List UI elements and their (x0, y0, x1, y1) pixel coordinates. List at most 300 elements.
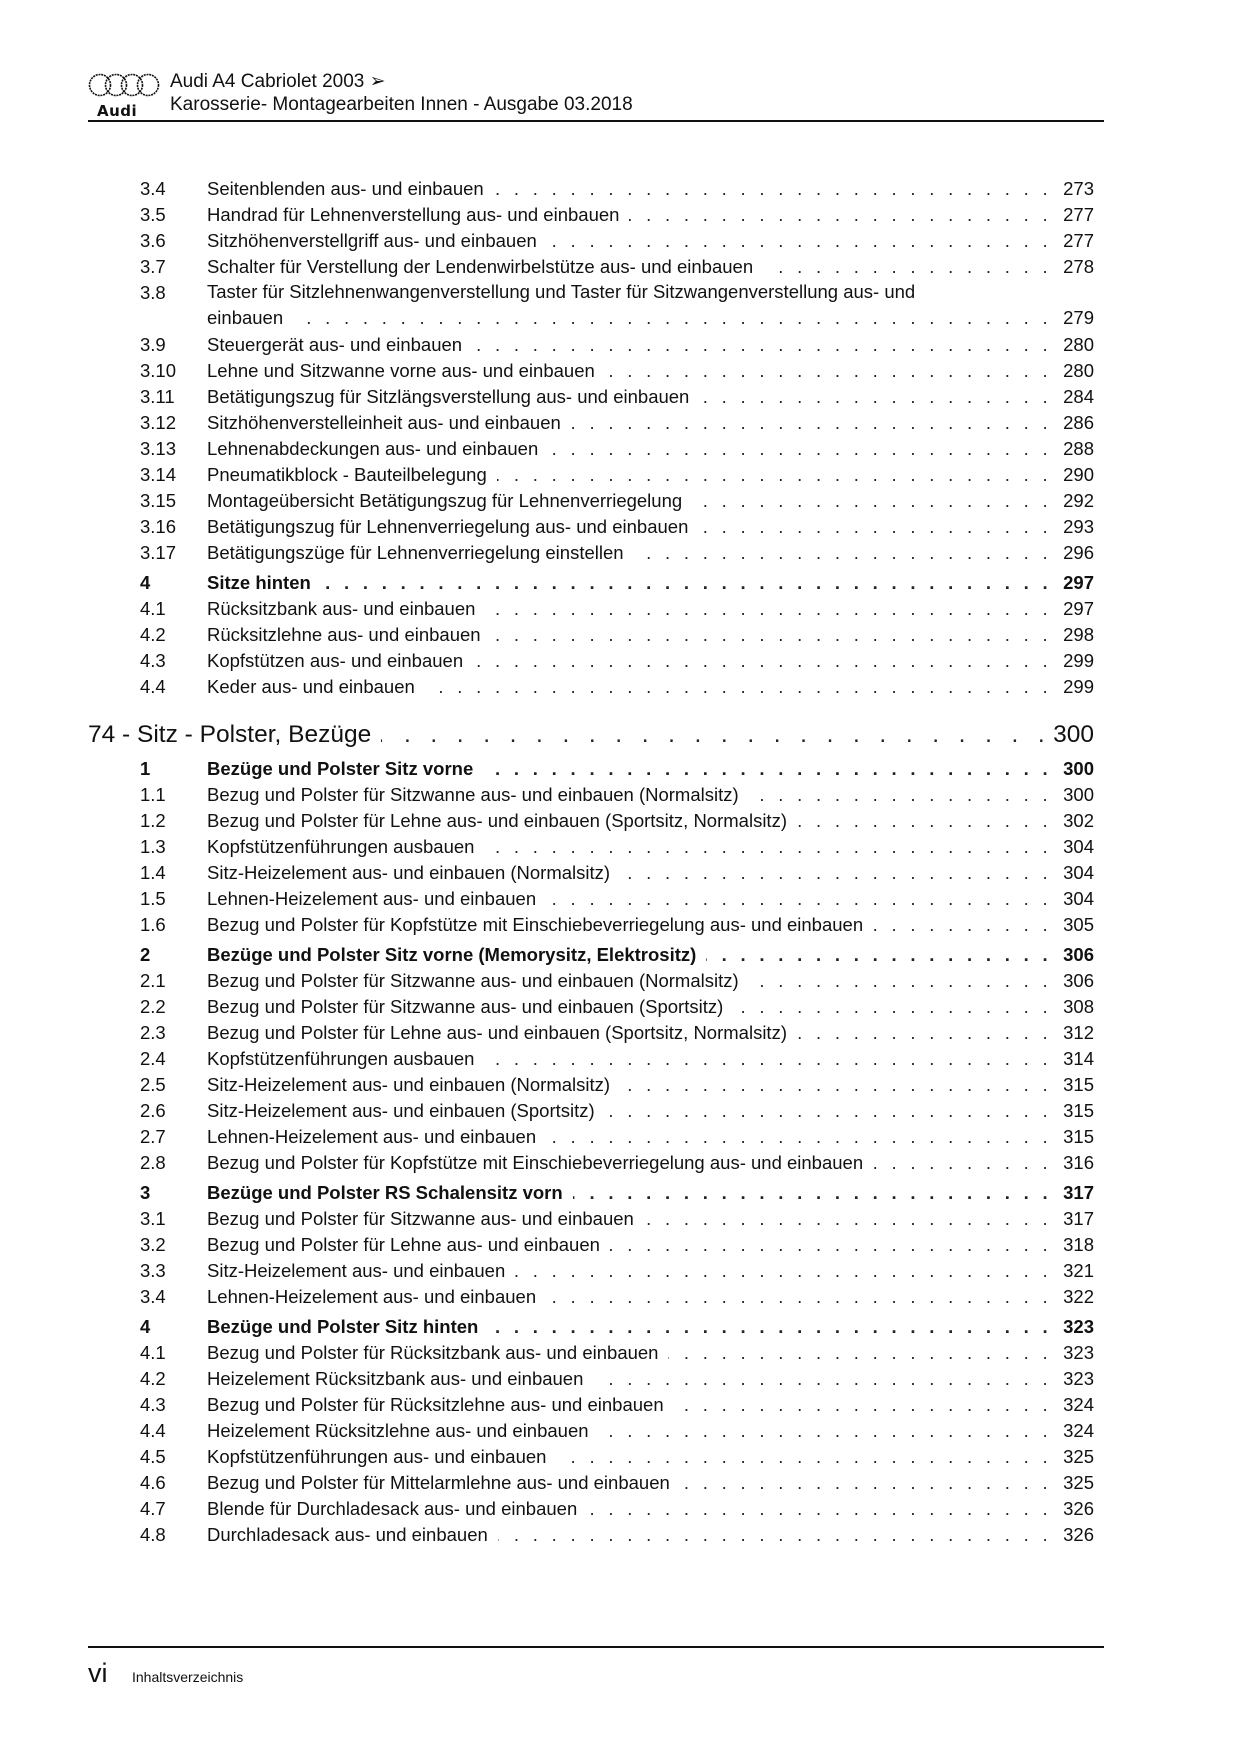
toc-entry-title[interactable]: Bezug und Polster für Lehne aus- und einbauen (207, 1232, 610, 1258)
toc-entry-number: 3.9 (140, 334, 166, 355)
toc-entry-page[interactable]: 317 (1063, 1208, 1094, 1229)
toc-entry[interactable] (88, 1496, 1094, 1522)
dot-leader (498, 1522, 1052, 1548)
dot-leader (797, 808, 1052, 834)
toc-entry-title[interactable]: Heizelement Rücksitzbank aus- und einbauen (207, 1366, 593, 1392)
toc-section-entry[interactable] (88, 942, 1094, 968)
dot-leader (692, 488, 1052, 514)
toc-section-entry[interactable] (88, 1314, 1094, 1340)
toc-entry-title[interactable]: Betätigungszug für Lehnenverriegelung aus- und einbauen (207, 514, 698, 540)
toc-entry-title[interactable]: Lehnen-Heizelement aus- und einbauen (207, 1124, 546, 1150)
toc-entry-title[interactable]: Sitz-Heizelement aus- und einbauen (Sportsitz) (207, 1098, 605, 1124)
toc-entry-number: 2.5 (140, 1074, 166, 1095)
toc-entry[interactable] (88, 462, 1094, 488)
toc-entry-page[interactable]: 302 (1063, 810, 1094, 831)
toc-entry-line (207, 436, 1094, 462)
toc-entry-page[interactable]: 325 (1063, 1472, 1094, 1493)
toc-entry-title[interactable]: Bezug und Polster für Lehne aus- und einbauen (Sportsitz, Normalsitz) (207, 1020, 797, 1046)
toc-chapter-title[interactable]: 74 - Sitz - Polster, Bezüge (88, 718, 381, 752)
toc-chapter-entry[interactable] (88, 718, 1094, 752)
toc-entry-page[interactable]: 314 (1063, 1048, 1094, 1069)
toc-entry-number: 4.1 (140, 598, 166, 619)
dot-leader (381, 718, 1051, 752)
toc-entry-page[interactable]: 324 (1063, 1420, 1094, 1441)
dot-leader (546, 886, 1052, 912)
toc-entry-page[interactable]: 318 (1063, 1234, 1094, 1255)
toc-entry-title-cont[interactable]: einbauen (207, 304, 293, 332)
toc-entry-title[interactable]: Blende für Durchladesack aus- und einbauen (207, 1496, 587, 1522)
dot-leader (483, 756, 1052, 782)
dot-leader (629, 202, 1052, 228)
toc-entry-line (207, 674, 1094, 700)
dot-leader (321, 570, 1052, 596)
toc-entry[interactable] (88, 384, 1094, 410)
toc-entry[interactable] (88, 410, 1094, 436)
dot-leader (472, 332, 1052, 358)
toc-entry[interactable] (88, 1072, 1094, 1098)
toc-entry-page[interactable]: 323 (1063, 1316, 1094, 1337)
toc-entry[interactable] (88, 1284, 1094, 1310)
toc-entry[interactable] (88, 596, 1094, 622)
header-divider (88, 120, 1104, 122)
toc-entry-line (207, 540, 1094, 566)
toc-entry-page[interactable]: 288 (1063, 438, 1094, 459)
toc-entry-page[interactable]: 286 (1063, 412, 1094, 433)
toc-entry-number: 4.7 (140, 1498, 166, 1519)
toc-entry-page[interactable]: 290 (1063, 464, 1094, 485)
toc-entry-number: 4 (140, 1316, 151, 1337)
toc-entry-number: 1.1 (140, 784, 166, 805)
toc-entry-page[interactable]: 323 (1063, 1342, 1094, 1363)
toc-entry-number: 4.2 (140, 1368, 166, 1389)
toc-entry-page[interactable]: 284 (1063, 386, 1094, 407)
toc-entry[interactable] (88, 332, 1094, 358)
toc-entry-page[interactable]: 323 (1063, 1368, 1094, 1389)
toc-entry-continuation (207, 304, 1094, 332)
toc-entry-line (207, 1150, 1094, 1176)
toc-entry-title[interactable]: Betätigungszüge für Lehnenverriegelung einstellen (207, 540, 634, 566)
dot-leader (620, 860, 1052, 886)
toc-entry-line (207, 1392, 1094, 1418)
dot-leader (488, 1314, 1052, 1340)
toc-entry-page[interactable]: 315 (1063, 1126, 1094, 1147)
toc-entry-title[interactable]: Rücksitzlehne aus- und einbauen (207, 622, 491, 648)
toc-entry-line (88, 718, 1094, 752)
dot-leader (546, 1124, 1052, 1150)
toc-entry-page[interactable]: 278 (1063, 256, 1094, 277)
toc-entry-page[interactable]: 292 (1063, 490, 1094, 511)
toc-entry-title[interactable]: Sitzhöhenverstelleinheit aus- und einbauen (207, 410, 571, 436)
toc-entry-number: 3.15 (140, 490, 177, 511)
toc-entry-number: 4.5 (140, 1446, 166, 1467)
toc-entry-line (207, 1180, 1094, 1206)
toc-entry-title[interactable]: Bezug und Polster für Mittelarmlehne aus- und einbauen (207, 1470, 680, 1496)
toc-entry-number: 3.5 (140, 204, 166, 225)
toc-entry-line (207, 1206, 1094, 1232)
toc-entry[interactable] (88, 674, 1094, 700)
toc-entry-title[interactable]: Sitze hinten (207, 570, 321, 596)
toc-entry-line (207, 384, 1094, 410)
toc-entry-title[interactable]: Lehne und Sitzwanne vorne aus- und einbauen (207, 358, 605, 384)
toc-entry[interactable] (88, 1418, 1094, 1444)
toc-entry-page[interactable]: 277 (1063, 204, 1094, 225)
toc-entry[interactable] (88, 782, 1094, 808)
toc-entry[interactable] (88, 834, 1094, 860)
dot-leader (548, 436, 1052, 462)
toc-entry-line (207, 1470, 1094, 1496)
toc-entry-line (207, 332, 1094, 358)
toc-entry-page[interactable]: 322 (1063, 1286, 1094, 1307)
toc-entry-line (207, 410, 1094, 436)
toc-entry-title[interactable]: Bezug und Polster für Rücksitzbank aus- und einbauen (207, 1340, 668, 1366)
toc-entry-line (207, 1020, 1094, 1046)
toc-entry-line (207, 228, 1094, 254)
toc-entry-title[interactable]: Bezüge und Polster Sitz vorne (Memorysitz, Elektrositz) (207, 942, 706, 968)
dot-leader (605, 1098, 1052, 1124)
toc-entry-page[interactable]: 297 (1063, 572, 1094, 593)
toc-entry-page[interactable]: 326 (1063, 1524, 1094, 1545)
dot-leader (587, 1496, 1052, 1522)
dot-leader (706, 942, 1052, 968)
toc-entry-page[interactable]: 304 (1063, 836, 1094, 857)
dot-leader (620, 1072, 1052, 1098)
dot-leader (605, 358, 1052, 384)
toc-entry-page[interactable]: 316 (1063, 1152, 1094, 1173)
toc-entry[interactable] (88, 254, 1094, 280)
dot-leader (610, 1232, 1052, 1258)
toc-entry-number: 3 (140, 1182, 151, 1203)
toc-entry-title[interactable]: Kopfstützenführungen ausbauen (207, 1046, 484, 1072)
toc-entry-page[interactable]: 312 (1063, 1022, 1094, 1043)
toc-entry-page[interactable]: 300 (1053, 721, 1094, 748)
toc-entry-number: 2.6 (140, 1100, 166, 1121)
dot-leader (473, 648, 1052, 674)
toc-entry-line (207, 912, 1094, 938)
toc-entry-number: 4.3 (140, 650, 166, 671)
toc-section-entry[interactable] (88, 756, 1094, 782)
dot-leader (571, 410, 1052, 436)
toc-entry-number: 3.6 (140, 230, 166, 251)
toc-entry-number: 3.16 (140, 516, 177, 537)
toc-entry-title[interactable]: Bezug und Polster für Sitzwanne aus- und einbauen (Normalsitz) (207, 782, 749, 808)
footer-section-label: Inhaltsverzeichnis (132, 1669, 244, 1685)
toc-entry-page[interactable]: 300 (1063, 758, 1094, 779)
toc-entry[interactable] (88, 540, 1094, 566)
toc-entry-line (207, 176, 1094, 202)
audi-logo (88, 72, 160, 120)
toc-entry-number: 4.8 (140, 1524, 166, 1545)
toc-entry-page[interactable]: 306 (1063, 944, 1094, 965)
dot-leader (547, 228, 1052, 254)
toc-entry-number: 2.7 (140, 1126, 166, 1147)
toc-entry-number: 3.3 (140, 1260, 166, 1281)
toc-entry-line (207, 1232, 1094, 1258)
toc-entry-title[interactable]: Bezug und Polster für Sitzwanne aus- und einbauen (207, 1206, 644, 1232)
dot-leader (494, 176, 1052, 202)
toc-entry[interactable] (88, 202, 1094, 228)
toc-entry-title[interactable]: Lehnen-Heizelement aus- und einbauen (207, 886, 546, 912)
toc-entry-number: 1.6 (140, 914, 166, 935)
toc-entry-title[interactable]: Rücksitzbank aus- und einbauen (207, 596, 485, 622)
toc-entry[interactable] (88, 1232, 1094, 1258)
toc-entry-title[interactable]: Betätigungszug für Sitzlängsverstellung aus- und einbauen (207, 384, 699, 410)
dot-leader (425, 674, 1052, 700)
toc-entry-line (207, 1124, 1094, 1150)
toc-entry-number: 3.17 (140, 542, 177, 563)
toc-entry-title[interactable]: Bezug und Polster für Rücksitzlehne aus- und einbauen (207, 1392, 674, 1418)
toc-entry[interactable] (88, 1444, 1094, 1470)
dot-leader (484, 834, 1052, 860)
toc-entry-number: 4.4 (140, 676, 166, 697)
toc-entry-line (207, 1098, 1094, 1124)
toc-entry-page[interactable]: 273 (1063, 178, 1094, 199)
dot-leader (599, 1418, 1052, 1444)
toc-entry-line (207, 782, 1094, 808)
toc-entry-title[interactable]: Bezüge und Polster Sitz vorne (207, 756, 483, 782)
toc-entry-page[interactable]: 300 (1063, 784, 1094, 805)
toc-entry[interactable] (88, 228, 1094, 254)
toc-entry[interactable] (88, 280, 1094, 332)
toc-entry-title[interactable]: Handrad für Lehnenverstellung aus- und einbauen (207, 202, 629, 228)
toc-entry-line (207, 1284, 1094, 1310)
toc-entry-number: 1 (140, 758, 151, 779)
toc-entry-line (207, 942, 1094, 968)
toc-entry[interactable] (88, 1392, 1094, 1418)
toc-entry-number: 2.1 (140, 970, 166, 991)
dot-leader (293, 304, 1052, 332)
dot-leader (699, 384, 1052, 410)
toc-entry-line (207, 1366, 1094, 1392)
toc-entry-title[interactable]: Lehnenabdeckungen aus- und einbauen (207, 436, 548, 462)
toc-entry-line (207, 570, 1094, 596)
page-header (88, 68, 1104, 124)
toc-entry-number: 3.13 (140, 438, 177, 459)
toc-entry-number: 3.2 (140, 1234, 166, 1255)
toc-entry-page[interactable]: 315 (1063, 1074, 1094, 1095)
table-of-contents (88, 176, 1094, 1548)
dot-leader (668, 1340, 1052, 1366)
toc-entry[interactable] (88, 994, 1094, 1020)
toc-entry-page[interactable]: 305 (1063, 914, 1094, 935)
dot-leader (556, 1444, 1052, 1470)
toc-entry[interactable] (88, 1098, 1094, 1124)
footer-divider (88, 1646, 1104, 1648)
toc-entry-page[interactable]: 306 (1063, 970, 1094, 991)
toc-entry-number: 3.14 (140, 464, 177, 485)
toc-entry[interactable] (88, 488, 1094, 514)
toc-entry-page[interactable]: 325 (1063, 1446, 1094, 1467)
toc-entry-line (207, 254, 1094, 280)
toc-entry-line (207, 756, 1094, 782)
toc-entry-line (207, 1314, 1094, 1340)
toc-entry-line (207, 1496, 1094, 1522)
toc-entry-line (207, 1418, 1094, 1444)
dot-leader (644, 1206, 1052, 1232)
toc-entry-number: 2 (140, 944, 151, 965)
toc-entry-line (207, 1444, 1094, 1470)
dot-leader (733, 994, 1052, 1020)
dot-leader (749, 782, 1052, 808)
toc-entry-line (207, 462, 1094, 488)
toc-entry-page[interactable]: 324 (1063, 1394, 1094, 1415)
toc-entry-line (207, 1072, 1094, 1098)
toc-entry-page[interactable]: 279 (1063, 307, 1094, 328)
toc-entry-line (207, 358, 1094, 384)
dot-leader (763, 254, 1052, 280)
toc-entry-title[interactable]: Bezug und Polster für Kopfstütze mit Einschiebeverriegelung aus- und einbauen (207, 912, 873, 938)
toc-entry-page[interactable]: 299 (1063, 650, 1094, 671)
toc-entry-line (207, 488, 1094, 514)
toc-entry-number: 3.12 (140, 412, 177, 433)
toc-entry-title[interactable]: Montageübersicht Betätigungszug für Lehnenverriegelung (207, 488, 692, 514)
toc-entry[interactable] (88, 1046, 1094, 1072)
toc-entry[interactable] (88, 176, 1094, 202)
audi-wordmark: Audi (97, 102, 138, 120)
toc-entry-title[interactable]: Sitz-Heizelement aus- und einbauen (Normalsitz) (207, 1072, 620, 1098)
toc-entry-number: 1.3 (140, 836, 166, 857)
toc-entry[interactable] (88, 1258, 1094, 1284)
toc-entry-title[interactable]: Bezüge und Polster Sitz hinten (207, 1314, 488, 1340)
toc-entry-number: 1.2 (140, 810, 166, 831)
dot-leader (674, 1392, 1052, 1418)
toc-entry[interactable] (88, 1470, 1094, 1496)
toc-entry-title[interactable]: Kopfstützen aus- und einbauen (207, 648, 473, 674)
toc-entry-title[interactable]: Bezug und Polster für Sitzwanne aus- und einbauen (Normalsitz) (207, 968, 749, 994)
dot-leader (485, 596, 1052, 622)
toc-entry-number: 2.8 (140, 1152, 166, 1173)
toc-entry-number: 4.3 (140, 1394, 166, 1415)
toc-entry[interactable] (88, 622, 1094, 648)
toc-entry-page[interactable]: 321 (1063, 1260, 1094, 1281)
toc-entry-line (207, 994, 1094, 1020)
toc-entry-page[interactable]: 326 (1063, 1498, 1094, 1519)
toc-entry-page[interactable]: 299 (1063, 676, 1094, 697)
toc-entry-title[interactable]: Bezug und Polster für Kopfstütze mit Einschiebeverriegelung aus- und einbauen (207, 1150, 873, 1176)
document-title: Audi A4 Cabriolet 2003 ➢ (170, 71, 386, 92)
toc-section-entry[interactable] (88, 570, 1094, 596)
toc-entry[interactable] (88, 886, 1094, 912)
toc-entry[interactable] (88, 808, 1094, 834)
toc-entry-page[interactable]: 308 (1063, 996, 1094, 1017)
toc-entry-number: 2.2 (140, 996, 166, 1017)
toc-entry-title[interactable]: Steuergerät aus- und einbauen (207, 332, 472, 358)
dot-leader (593, 1366, 1052, 1392)
toc-entry-number: 4.2 (140, 624, 166, 645)
toc-entry-title[interactable]: Bezüge und Polster RS Schalensitz vorn (207, 1180, 573, 1206)
toc-entry-title[interactable]: Sitz-Heizelement aus- und einbauen (207, 1258, 515, 1284)
toc-entry[interactable] (88, 860, 1094, 886)
toc-entry-number: 1.5 (140, 888, 166, 909)
toc-entry-number: 3.4 (140, 1286, 166, 1307)
document-subtitle: Karosserie- Montagearbeiten Innen - Ausgabe 03.2018 (170, 94, 633, 115)
toc-entry-page[interactable]: 304 (1063, 888, 1094, 909)
toc-entry-title[interactable]: Schalter für Verstellung der Lendenwirbelstütze aus- und einbauen (207, 254, 763, 280)
toc-entry-page[interactable]: 297 (1063, 598, 1094, 619)
dot-leader (515, 1258, 1052, 1284)
dot-leader (797, 1020, 1052, 1046)
toc-entry[interactable] (88, 1124, 1094, 1150)
audi-four-rings-icon (88, 72, 160, 100)
toc-entry-line (207, 202, 1094, 228)
toc-entry[interactable] (88, 648, 1094, 674)
toc-entry-line (207, 1258, 1094, 1284)
toc-entry-number: 4.6 (140, 1472, 166, 1493)
toc-entry-number: 3.7 (140, 256, 166, 277)
toc-entry-title[interactable]: Taster für Sitzlehnenwangenverstellung und Taster für Sitzwangenverstellung aus- und (207, 281, 916, 302)
toc-entry-page[interactable]: 315 (1063, 1100, 1094, 1121)
toc-entry-number: 4 (140, 572, 151, 593)
toc-entry-line (207, 860, 1094, 886)
toc-entry-title[interactable]: Heizelement Rücksitzlehne aus- und einbauen (207, 1418, 599, 1444)
toc-entry-page[interactable]: 280 (1063, 360, 1094, 381)
toc-entry-page[interactable]: 298 (1063, 624, 1094, 645)
toc-entry[interactable] (88, 1340, 1094, 1366)
dot-leader (497, 462, 1052, 488)
toc-entry[interactable] (88, 968, 1094, 994)
toc-entry-title[interactable]: Kopfstützenführungen ausbauen (207, 834, 484, 860)
toc-entry-title[interactable]: Seitenblenden aus- und einbauen (207, 176, 494, 202)
dot-leader (484, 1046, 1052, 1072)
toc-entry-line (207, 886, 1094, 912)
toc-entry-title[interactable]: Bezug und Polster für Lehne aus- und einbauen (Sportsitz, Normalsitz) (207, 808, 797, 834)
toc-entry[interactable] (88, 514, 1094, 540)
toc-entry-title[interactable]: Bezug und Polster für Sitzwanne aus- und einbauen (Sportsitz) (207, 994, 733, 1020)
toc-entry-line (207, 280, 1094, 332)
toc-entry-title[interactable]: Kopfstützenführungen aus- und einbauen (207, 1444, 556, 1470)
toc-entry-number: 3.10 (140, 360, 177, 381)
toc-entry-title[interactable]: Keder aus- und einbauen (207, 674, 425, 700)
toc-entry-page[interactable]: 296 (1063, 542, 1094, 563)
toc-entry-line (207, 1046, 1094, 1072)
toc-entry[interactable] (88, 1522, 1094, 1548)
toc-entry[interactable] (88, 912, 1094, 938)
dot-leader (546, 1284, 1052, 1310)
toc-entry-number: 3.11 (140, 386, 175, 407)
toc-entry[interactable] (88, 436, 1094, 462)
dot-leader (749, 968, 1052, 994)
toc-entry[interactable] (88, 358, 1094, 384)
toc-entry-line (207, 596, 1094, 622)
toc-entry-title[interactable]: Sitz-Heizelement aus- und einbauen (Normalsitz) (207, 860, 620, 886)
toc-entry[interactable] (88, 1020, 1094, 1046)
toc-entry[interactable] (88, 1366, 1094, 1392)
dot-leader (491, 622, 1052, 648)
toc-entry-number: 3.1 (140, 1208, 166, 1229)
toc-entry[interactable] (88, 1150, 1094, 1176)
toc-entry-title[interactable]: Pneumatikblock - Bauteilbelegung (207, 462, 497, 488)
toc-entry-line (207, 1522, 1094, 1548)
toc-entry-title[interactable]: Lehnen-Heizelement aus- und einbauen (207, 1284, 546, 1310)
toc-entry-page[interactable]: 280 (1063, 334, 1094, 355)
toc-entry-line (207, 834, 1094, 860)
toc-entry-number: 4.1 (140, 1342, 166, 1363)
dot-leader (680, 1470, 1052, 1496)
toc-entry-number: 4.4 (140, 1420, 166, 1441)
dot-leader (873, 912, 1052, 938)
toc-entry[interactable] (88, 1206, 1094, 1232)
toc-entry-page[interactable]: 277 (1063, 230, 1094, 251)
toc-entry-line (207, 622, 1094, 648)
toc-entry-page[interactable]: 293 (1063, 516, 1094, 537)
footer-page-number: vi (88, 1658, 108, 1688)
toc-entry-title[interactable]: Durchladesack aus- und einbauen (207, 1522, 498, 1548)
toc-entry-title[interactable]: Sitzhöhenverstellgriff aus- und einbauen (207, 228, 547, 254)
toc-entry-page[interactable]: 304 (1063, 862, 1094, 883)
toc-entry-page[interactable]: 317 (1063, 1182, 1094, 1203)
dot-leader (573, 1180, 1052, 1206)
dot-leader (698, 514, 1052, 540)
toc-section-entry[interactable] (88, 1180, 1094, 1206)
